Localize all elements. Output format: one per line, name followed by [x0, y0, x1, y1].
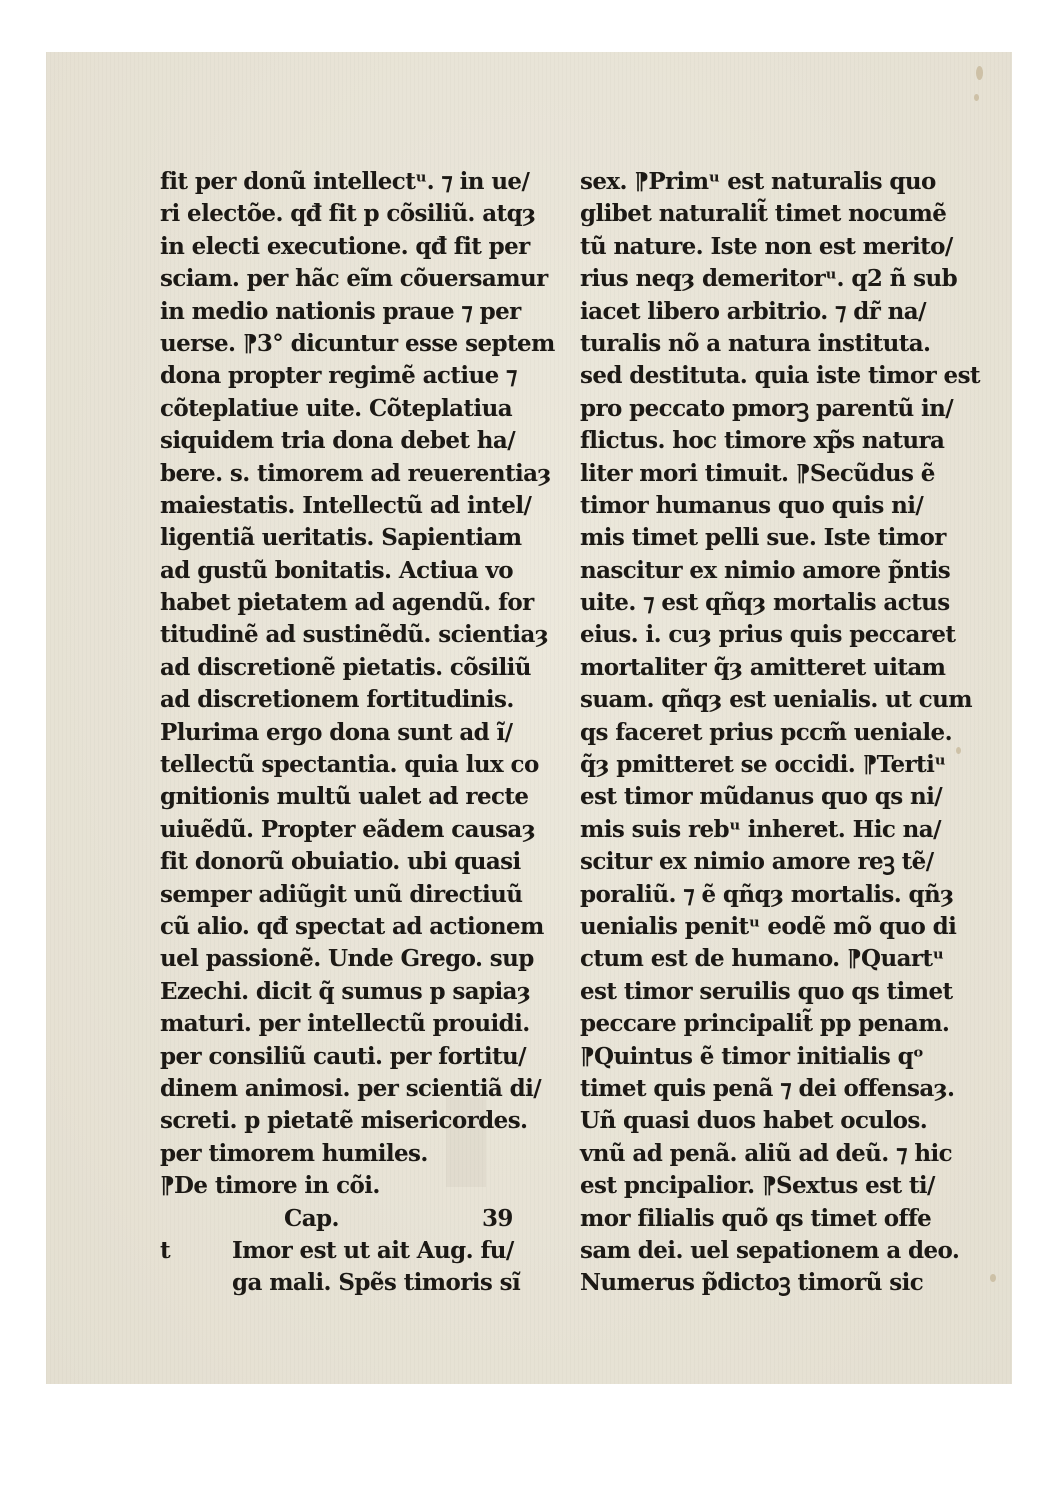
- text-line: Numerus p̃dictoꝫ timorũ sic: [580, 1269, 924, 1297]
- text-line: fit donorũ obuiatio. ubi quasi: [160, 848, 521, 876]
- text-line: maiestatis. Intellectũ ad intel/: [160, 491, 532, 519]
- right-text-column: [580, 166, 980, 1300]
- foxing-spot: [956, 747, 961, 754]
- text-line: gnitionis multũ ualet ad recte: [160, 783, 529, 811]
- text-line: habet pietatem ad agendũ. for: [160, 589, 534, 617]
- text-line: [160, 1235, 514, 1267]
- chapter-caption: [160, 1203, 514, 1235]
- text-line: mor filialis quõ qs timet offe: [580, 1204, 932, 1232]
- text-line: glibet naturalit̃ timet nocumẽ: [580, 200, 947, 228]
- text-line: turalis nõ a natura instituta.: [580, 329, 931, 357]
- text-line: sam dei. uel sepationem a deo.: [580, 1236, 960, 1264]
- left-text-column: [160, 166, 555, 1300]
- text-line: ri electõe. qđ fit p cõsiliũ. atqȝ: [160, 200, 536, 228]
- text-line: in electi executione. qđ fit per: [160, 232, 530, 260]
- text-line: uel passionẽ. Unde Grego. sup: [160, 945, 534, 973]
- text-line: cõteplatiue uite. Cõteplatiua: [160, 394, 512, 422]
- text-line: mortaliter q̃ȝ amitteret uitam: [580, 653, 946, 681]
- section-heading: ⁋De timore in cõi.: [160, 1172, 380, 1200]
- text-line: sex. ⁋Primᵘ est naturalis quo: [580, 168, 936, 195]
- text-line: titudinẽ ad sustinẽdũ. scientiaȝ: [160, 621, 549, 649]
- text-line: est timor seruilis quo qs timet: [580, 977, 953, 1005]
- text-line: fit per donũ intellectᵘ. ⁊ in ue/: [160, 168, 530, 195]
- text-line: dinem animosi. per scientiã di/: [160, 1074, 542, 1102]
- text-line: dona propter regimẽ actiue ⁊: [160, 362, 517, 390]
- text-line: uiuẽdũ. Propter eãdem causaȝ: [160, 815, 536, 843]
- foxing-spot: [974, 94, 979, 101]
- text-line: uerse. ⁋3° dicuntur esse septem: [160, 329, 555, 357]
- text-line: timor humanus quo quis ni/: [580, 491, 924, 519]
- text-line: flictus. hoc timore xp̃s natura: [580, 427, 945, 455]
- text-line: nascitur ex nimio amore p̃ntis: [580, 556, 951, 584]
- text-line: semper adiũgit unũ directiuũ: [160, 880, 523, 908]
- text-line: poraliũ. ⁊ ẽ qñqȝ mortalis. qñȝ: [580, 880, 954, 908]
- text-line: mis suis rebᵘ inheret. Hic na/: [580, 815, 941, 843]
- text-line: siquidem tria dona debet ha/: [160, 427, 516, 455]
- text-line: ⁋Quintus ẽ timor initialis qᵒ: [580, 1042, 924, 1070]
- text-line: ad gustũ bonitatis. Actiua vo: [160, 556, 513, 584]
- text-line: q̃ȝ pmitteret se occidi. ⁋Tertiᵘ: [580, 751, 946, 779]
- text-line: liter mori timuit. ⁋Secũdus ẽ: [580, 459, 935, 487]
- text-line: est pncipalior. ⁋Sextus est ti/: [580, 1172, 935, 1200]
- text-line: mis timet pelli sue. Iste timor: [580, 524, 946, 552]
- text-line: tũ nature. Iste non est merito/: [580, 232, 953, 260]
- text-line: qs faceret prius pccm̃ ueniale.: [580, 718, 953, 746]
- text-line: uenialis penitᵘ eodẽ mõ quo di: [580, 912, 957, 940]
- text-line: eius. i. cuȝ prius quis peccaret: [580, 621, 956, 649]
- text-line: Uñ quasi duos habet oculos.: [580, 1107, 928, 1135]
- text-line: sed destituta. quia iste timor est: [580, 362, 980, 390]
- chapter-number: 39: [482, 1204, 513, 1232]
- text-line: ad discretionem fortitudinis.: [160, 686, 514, 714]
- chapter-label: Cap.: [284, 1204, 339, 1232]
- text-line: maturi. per intellectũ prouidi.: [160, 1010, 530, 1038]
- text-line: ga mali. Spẽs timoris sĩ: [232, 1269, 521, 1297]
- text-line: per consiliũ cauti. per fortitu/: [160, 1042, 526, 1070]
- text-line: ctum est de humano. ⁋Quartᵘ: [580, 945, 944, 973]
- text-line: iacet libero arbitrio. ⁊ dr̃ na/: [580, 297, 926, 325]
- indented-text: Imor est ut ait Aug. fu/: [232, 1236, 514, 1264]
- manuscript-page: [46, 52, 1012, 1384]
- text-line: ligentiã ueritatis. Sapientiam: [160, 524, 522, 552]
- guide-letter: t: [160, 1236, 171, 1264]
- text-line: rius neqȝ demeritorᵘ. q2 ñ sub: [580, 265, 958, 293]
- text-line: Ezechi. dicit q̃ sumus p sapiaȝ: [160, 977, 531, 1005]
- foxing-spot: [976, 66, 983, 80]
- text-line: Plurima ergo dona sunt ad ĩ/: [160, 718, 513, 746]
- text-line: bere. s. timorem ad reuerentiaȝ: [160, 459, 551, 487]
- text-line: scitur ex nimio amore reꝫ tẽ/: [580, 848, 934, 876]
- text-line: vnũ ad penã. aliũ ad deũ. ⁊ hic: [580, 1139, 953, 1167]
- text-line: suam. qñqȝ est uenialis. ut cum: [580, 686, 972, 714]
- text-line: tellectũ spectantia. quia lux co: [160, 751, 539, 779]
- text-line: peccare principalit̃ pp penam.: [580, 1010, 950, 1038]
- text-line: est timor mũdanus quo qs ni/: [580, 783, 943, 811]
- text-line: in medio nationis praue ⁊ per: [160, 297, 521, 325]
- text-line: cũ alio. qđ spectat ad actionem: [160, 912, 544, 940]
- text-line: screti. p pietatẽ misericordes.: [160, 1107, 528, 1135]
- text-line: sciam. per hãc eĩm cõuersamur: [160, 265, 548, 293]
- foxing-spot: [990, 1274, 996, 1282]
- text-line: uite. ⁊ est qñqȝ mortalis actus: [580, 589, 950, 617]
- text-line: timet quis penã ⁊ dei offensaȝ.: [580, 1074, 955, 1102]
- text-line: pro peccato pmorꝫ parentũ in/: [580, 394, 954, 422]
- text-line: per timorem humiles.: [160, 1139, 428, 1167]
- text-line: ad discretionẽ pietatis. cõsiliũ: [160, 653, 531, 681]
